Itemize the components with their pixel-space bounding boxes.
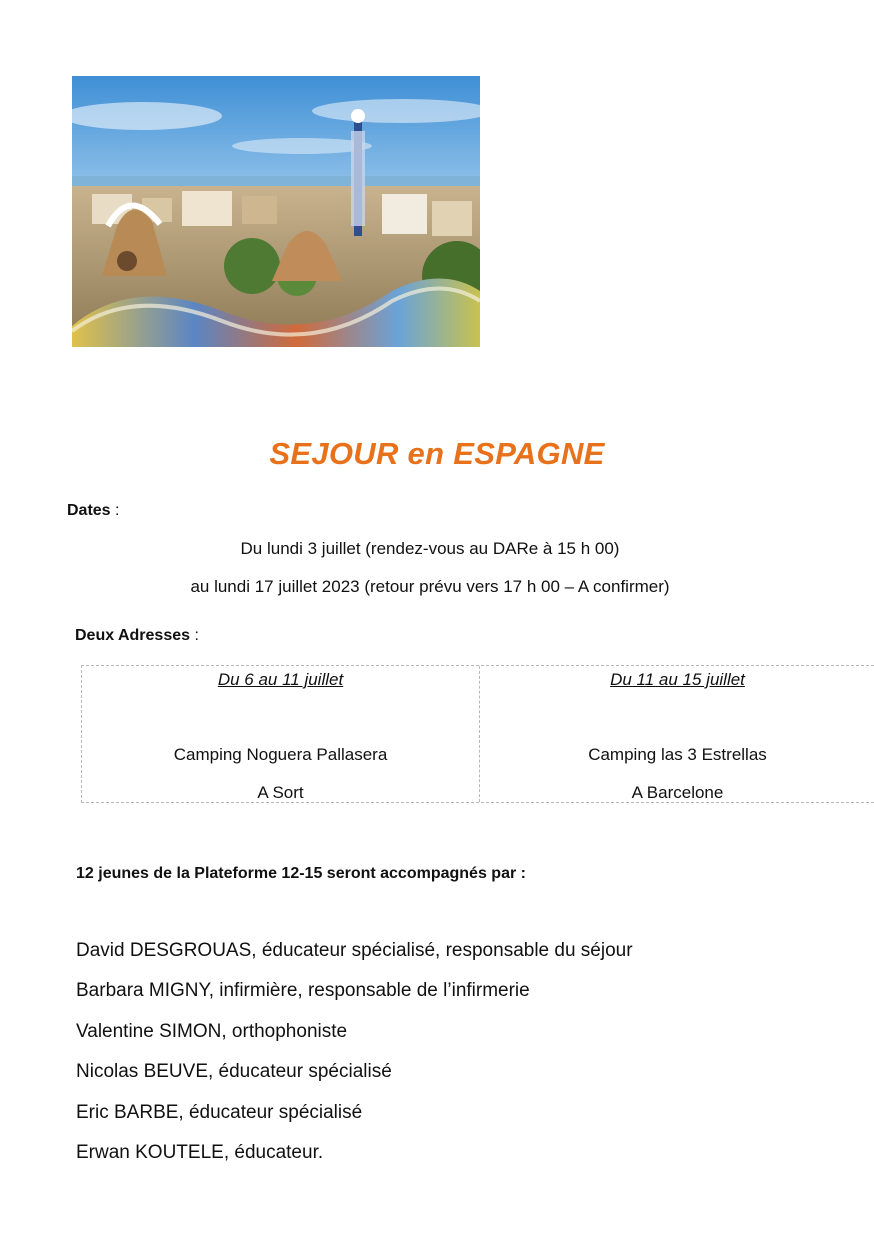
staff-item: Eric BARBE, éducateur spécialisé	[76, 1101, 363, 1123]
address-period: Du 11 au 15 juillet	[610, 670, 745, 689]
addresses-label: Deux Adresses	[75, 627, 191, 644]
address-city: A Sort	[257, 783, 304, 802]
address-place: Camping Noguera Pallasera	[173, 745, 388, 764]
addresses-label-line	[75, 627, 199, 645]
staff-list	[76, 938, 633, 1180]
page-title: SEJOUR en ESPAGNE	[269, 436, 605, 471]
staff-item: Erwan KOUTELE, éducateur.	[76, 1141, 324, 1163]
dates-separator: :	[110, 502, 120, 519]
addresses-separator: :	[190, 627, 199, 644]
address-column-sort	[82, 666, 480, 802]
staff-item: Barbara MIGNY, infirmière, responsable de l’infirmerie	[76, 980, 530, 1002]
dates-start-line: Du lundi 3 juillet (rendez-vous au DARe à 15 h 00)	[240, 539, 620, 558]
address-place: Camping las 3 Estrellas	[588, 745, 767, 764]
address-period: Du 6 au 11 juillet	[217, 670, 344, 689]
addresses-table	[81, 665, 874, 803]
staff-item: David DESGROUAS, éducateur spécialisé, responsable du séjour	[76, 940, 633, 961]
dates-end-line: au lundi 17 juillet 2023 (retour prévu vers 17 h 00 – A confirmer)	[190, 577, 670, 596]
dates-label-line	[67, 502, 119, 520]
barcelona-photo	[72, 76, 480, 347]
staff-intro: 12 jeunes de la Plateforme 12-15 seront accompagnés par :	[76, 865, 526, 882]
dates-label: Dates	[67, 502, 111, 519]
address-column-barcelone	[480, 666, 874, 802]
staff-item: Nicolas BEUVE, éducateur spécialisé	[76, 1061, 392, 1083]
park-guell-illustration	[72, 76, 480, 347]
address-city: A Barcelone	[631, 783, 724, 802]
staff-item: Valentine SIMON, orthophoniste	[76, 1020, 348, 1042]
